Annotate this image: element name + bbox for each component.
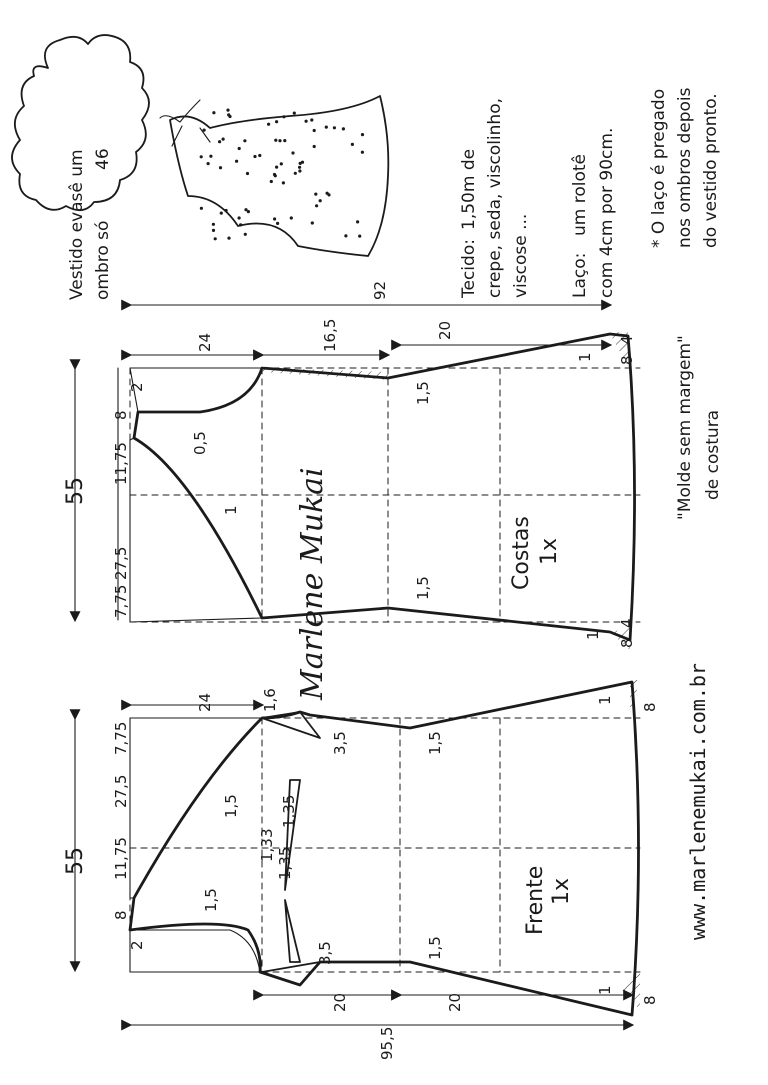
front-dim-1-3: 1,3 xyxy=(258,838,276,862)
back-dim-27-5: 27,5 xyxy=(112,546,130,580)
dress-dot xyxy=(253,155,256,158)
front-dim-24: 24 xyxy=(196,692,214,712)
dress-dot xyxy=(222,138,225,141)
bow-line2: com 4cm por 90cm. xyxy=(597,127,617,298)
back-dim-24: 24 xyxy=(196,332,214,352)
dress-dot xyxy=(200,155,203,158)
front-dim-1-5d: 1,5 xyxy=(426,936,444,960)
dress-dot xyxy=(344,234,347,237)
front-height: 55 xyxy=(63,847,88,875)
dress-dot xyxy=(270,180,273,183)
title-line-1: Vestido evasê um xyxy=(67,149,87,300)
mold-note-2: de costura xyxy=(703,409,723,500)
fabric-text: 1,50m de xyxy=(459,148,479,230)
dress-dot xyxy=(227,237,230,240)
dress-dot xyxy=(218,140,221,143)
back-dim-1b: 1 xyxy=(584,630,602,640)
dress-dot xyxy=(294,172,297,175)
dress-dot xyxy=(310,118,313,121)
fabric-line3: viscose ... xyxy=(511,213,531,298)
back-dim-2: 2 xyxy=(128,382,146,392)
back-qty: 1x xyxy=(537,537,562,565)
dress-dot xyxy=(313,145,316,148)
front-length: 95,5 xyxy=(378,1026,396,1060)
dress-dot xyxy=(315,204,318,207)
bow-note-1: * O laço é pregado xyxy=(649,88,669,248)
back-dim-1-5a: 1,5 xyxy=(414,381,432,405)
dress-dot xyxy=(220,212,223,215)
back-dim-7-75: 7,75 xyxy=(112,584,130,618)
dress-dot xyxy=(326,192,329,195)
dress-dot xyxy=(225,209,228,212)
front-dim-8b: 8 xyxy=(641,995,659,1005)
front-dim-20a: 20 xyxy=(331,992,349,1012)
dress-dot xyxy=(226,109,229,112)
dress-dot xyxy=(333,126,336,129)
dress-dot xyxy=(342,127,345,130)
dress-dot xyxy=(356,220,359,223)
dress-dot xyxy=(200,207,203,210)
dress-dot xyxy=(361,151,364,154)
dress-dot xyxy=(238,216,241,219)
front-dim-1-35a: 1,35 xyxy=(280,794,298,828)
front-dim-7-75: 7,75 xyxy=(112,721,130,755)
dress-dot xyxy=(280,162,283,165)
back-dim-1: 1 xyxy=(222,505,240,515)
back-dim-16-5: 16,5 xyxy=(321,318,339,352)
dress-dot xyxy=(209,155,212,158)
front-dim-3-5b: 3,5 xyxy=(316,941,334,965)
dress-dot xyxy=(235,160,238,163)
dress-dot xyxy=(227,113,230,116)
dress-dot xyxy=(244,233,247,236)
dress-dot xyxy=(238,147,241,150)
front-pattern xyxy=(75,680,640,1025)
back-dim-20: 20 xyxy=(436,320,454,340)
front-labels xyxy=(63,688,659,1060)
dress-dot xyxy=(325,126,328,129)
dress-dot xyxy=(258,154,261,157)
dress-dot xyxy=(273,217,276,220)
bow-label: Laço: xyxy=(570,252,590,298)
dress-dot xyxy=(274,139,277,142)
dress-dot xyxy=(351,143,354,146)
dress-dot xyxy=(273,173,276,176)
dress-dots xyxy=(200,109,365,241)
dress-dot xyxy=(275,120,278,123)
notes xyxy=(459,87,723,520)
dress-dot xyxy=(311,221,314,224)
back-dim-4a: 4 xyxy=(618,335,636,345)
front-dim-1b: 1 xyxy=(596,695,614,705)
dress-dot xyxy=(243,139,246,142)
back-name: Costas xyxy=(509,516,534,590)
dress-dot xyxy=(244,208,247,211)
dress-dot xyxy=(275,166,278,169)
title-cloud xyxy=(12,35,149,300)
front-dim-1-5a: 1,5 xyxy=(426,731,444,755)
back-dim-8a: 8 xyxy=(618,355,636,365)
back-dim-8: 8 xyxy=(112,410,130,420)
bow-text: um rolotê xyxy=(570,153,590,236)
front-dim-1-35b: 1,35 xyxy=(276,846,294,880)
front-dim-3: 3 xyxy=(258,828,276,838)
back-height: 55 xyxy=(63,477,88,505)
dress-dot xyxy=(207,162,210,165)
dress-dot xyxy=(239,223,242,226)
dress-dot xyxy=(282,115,285,118)
front-dim-1-5c: 1,5 xyxy=(202,888,220,912)
dress-dot xyxy=(358,235,361,238)
front-dim-2: 2 xyxy=(128,940,146,950)
dress-dot xyxy=(219,166,222,169)
back-dim-8b: 8 xyxy=(618,638,636,648)
back-labels xyxy=(63,281,636,648)
dress-dot xyxy=(282,181,285,184)
dress-dot xyxy=(276,222,279,225)
dress-dot xyxy=(301,161,304,164)
dress-dot xyxy=(293,112,296,115)
dress-dot xyxy=(212,223,215,226)
title-line-2: ombro só xyxy=(93,220,113,300)
back-dim-4b: 4 xyxy=(618,618,636,628)
front-dim-27-5: 27,5 xyxy=(112,774,130,808)
website: www.marlenemukai.com.br xyxy=(686,663,710,940)
back-pattern xyxy=(75,305,640,650)
dress-dot xyxy=(278,139,281,142)
dress-dot xyxy=(246,172,249,175)
dress-dot xyxy=(313,129,316,132)
dress-dot xyxy=(319,199,322,202)
back-dim-11-75: 11,75 xyxy=(112,442,130,485)
front-name: Frente xyxy=(523,865,548,935)
dress-dot xyxy=(305,120,308,123)
bow-note-2: nos ombros depois xyxy=(675,87,695,248)
dress-dot xyxy=(283,139,286,142)
dress-dot xyxy=(214,237,217,240)
front-dim-1a: 1 xyxy=(596,985,614,995)
front-dim-8a: 8 xyxy=(641,702,659,712)
dress-dot xyxy=(267,123,270,126)
dress-dot xyxy=(314,193,317,196)
front-qty: 1x xyxy=(549,877,574,905)
front-dim-1-5b: 1,5 xyxy=(222,794,240,818)
dress-sketch xyxy=(160,96,388,256)
front-dim-11-75: 11,75 xyxy=(112,837,130,880)
back-dim-0-5: 0,5 xyxy=(191,431,209,455)
front-dim-1-6: 1,6 xyxy=(261,688,279,712)
fabric-label: Tecido: xyxy=(459,239,479,298)
title-size: 46 xyxy=(93,148,113,170)
back-dim-1-5b: 1,5 xyxy=(414,576,432,600)
dress-dot xyxy=(203,129,206,132)
front-dim-20b: 20 xyxy=(446,992,464,1012)
front-dim-3-5a: 3,5 xyxy=(331,731,349,755)
dress-dot xyxy=(290,216,293,219)
mold-note-1: "Molde sem margem" xyxy=(675,335,695,520)
dress-dot xyxy=(298,169,301,172)
front-dim-8: 8 xyxy=(112,910,130,920)
back-length: 92 xyxy=(371,280,389,300)
dress-dot xyxy=(361,133,364,136)
bow-note-3: do vestido pronto. xyxy=(701,93,721,248)
dress-dot xyxy=(212,229,215,232)
back-dim-1a: 1 xyxy=(576,352,594,362)
dress-dot xyxy=(298,166,301,169)
dress-dot xyxy=(212,111,215,114)
fabric-line2: crepe, seda, viscolinho, xyxy=(485,98,505,298)
dress-dot xyxy=(291,151,294,154)
signature: Marlene Mukai xyxy=(295,467,330,700)
